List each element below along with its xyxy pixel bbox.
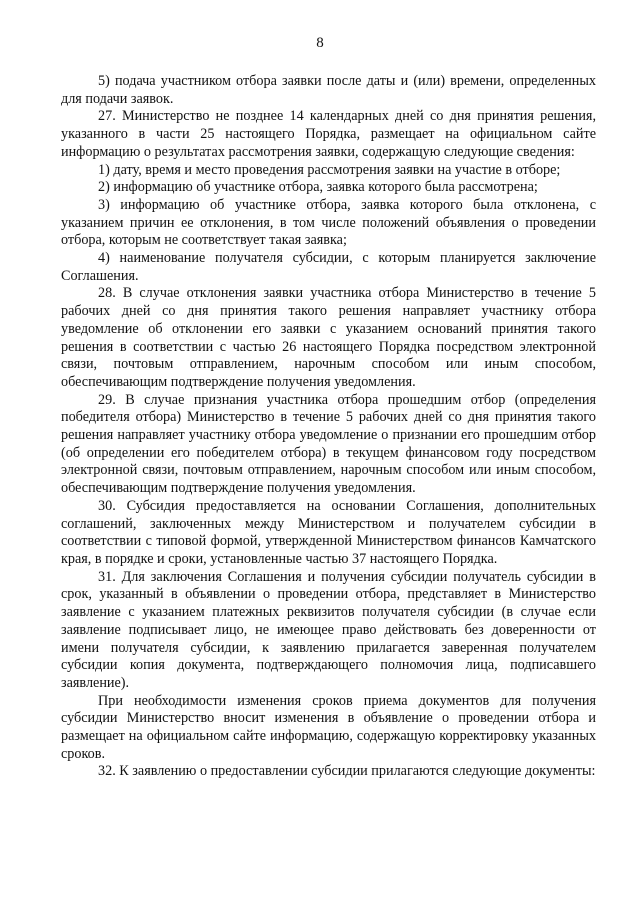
paragraph-28: 28. В случае отклонения заявки участника отбора Министерство в течение 5 рабочих дней со дня принятия такого решения направляет участнику отбора уведомление об отклонении его заявки с указанием оснований принятия такого решения в соответствии с частью 26 настоящего Порядка посредством электронной связи, почтовым отправлением, нарочным способом или иным способом, обеспечивающим подтверждение получения уведомления. xyxy=(61,285,596,390)
paragraph-27-item-4: 4) наименование получателя субсидии, с которым планируется заключение Соглашения. xyxy=(61,250,596,284)
paragraph-item-5: 5) подача участником отбора заявки после даты и (или) времени, определенных для подачи заявок. xyxy=(61,73,596,107)
paragraph-27: 27. Министерство не позднее 14 календарных дней со дня принятия решения, указанного в части 25 настоящего Порядка, размещает на официальном сайте информацию о результатах рассмотрения заявки, содержащую следующие сведения: xyxy=(61,108,596,160)
paragraph-29: 29. В случае признания участника отбора прошедшим отбор (определения победителя отбора) Министерство в течение 5 рабочих дней со дня принятия такого решения направляет участнику отбора уведомление о признании его прошедшим отбор (об определении его победителем отбора) в текущем финансовом году посредством электронной связи, почтовым отправлением, нарочным способом или иным способом, обеспечивающим подтверждение получения уведомления. xyxy=(61,391,596,497)
paragraph-32: 32. К заявлению о предоставлении субсидии прилагаются следующие документы: xyxy=(98,763,596,780)
paragraph-27-item-1: 1) дату, время и место проведения рассмотрения заявки на участие в отборе; xyxy=(98,161,561,178)
paragraph-31: 31. Для заключения Соглашения и получения субсидии получатель субсидии в срок, указанный в объявлении о проведении отбора, представляет в Министерство заявление с указанием платежных реквизитов получателя субсидии (в случае если заявление подписывает лицо, не имеющее право действовать без доверенности от имени получателя субсидии, к заявлению прилагается заверенная получателем субсидии копия документа, подтверждающего полномочия лица, подписавшего заявление). xyxy=(61,568,596,691)
page-number: 8 xyxy=(316,35,324,51)
document-body xyxy=(61,73,596,781)
paragraph-30: 30. Субсидия предоставляется на основании Соглашения, дополнительных соглашений, заключенных между Министерством и получателем субсидии в соответствии с типовой формой, утвержденной Министерством финансов Камчатского края, в порядке и сроки, установленные частью 37 настоящего Порядка. xyxy=(61,497,596,567)
paragraph-31-continuation: При необходимости изменения сроков приема документов для получения субсидии Министерство вносит изменения в объявление о проведении отбора и размещает на официальном сайте информацию, содержащую корректировку указанных сроков. xyxy=(61,692,596,762)
paragraph-27-item-2: 2) информацию об участнике отбора, заявка которого была рассмотрена; xyxy=(98,179,538,196)
paragraph-27-item-3: 3) информацию об участнике отбора, заявка которого была отклонена, с указанием причин ее отклонения, в том числе положений объявления о проведении отбора, которым не соответствует такая заявка; xyxy=(61,196,596,249)
